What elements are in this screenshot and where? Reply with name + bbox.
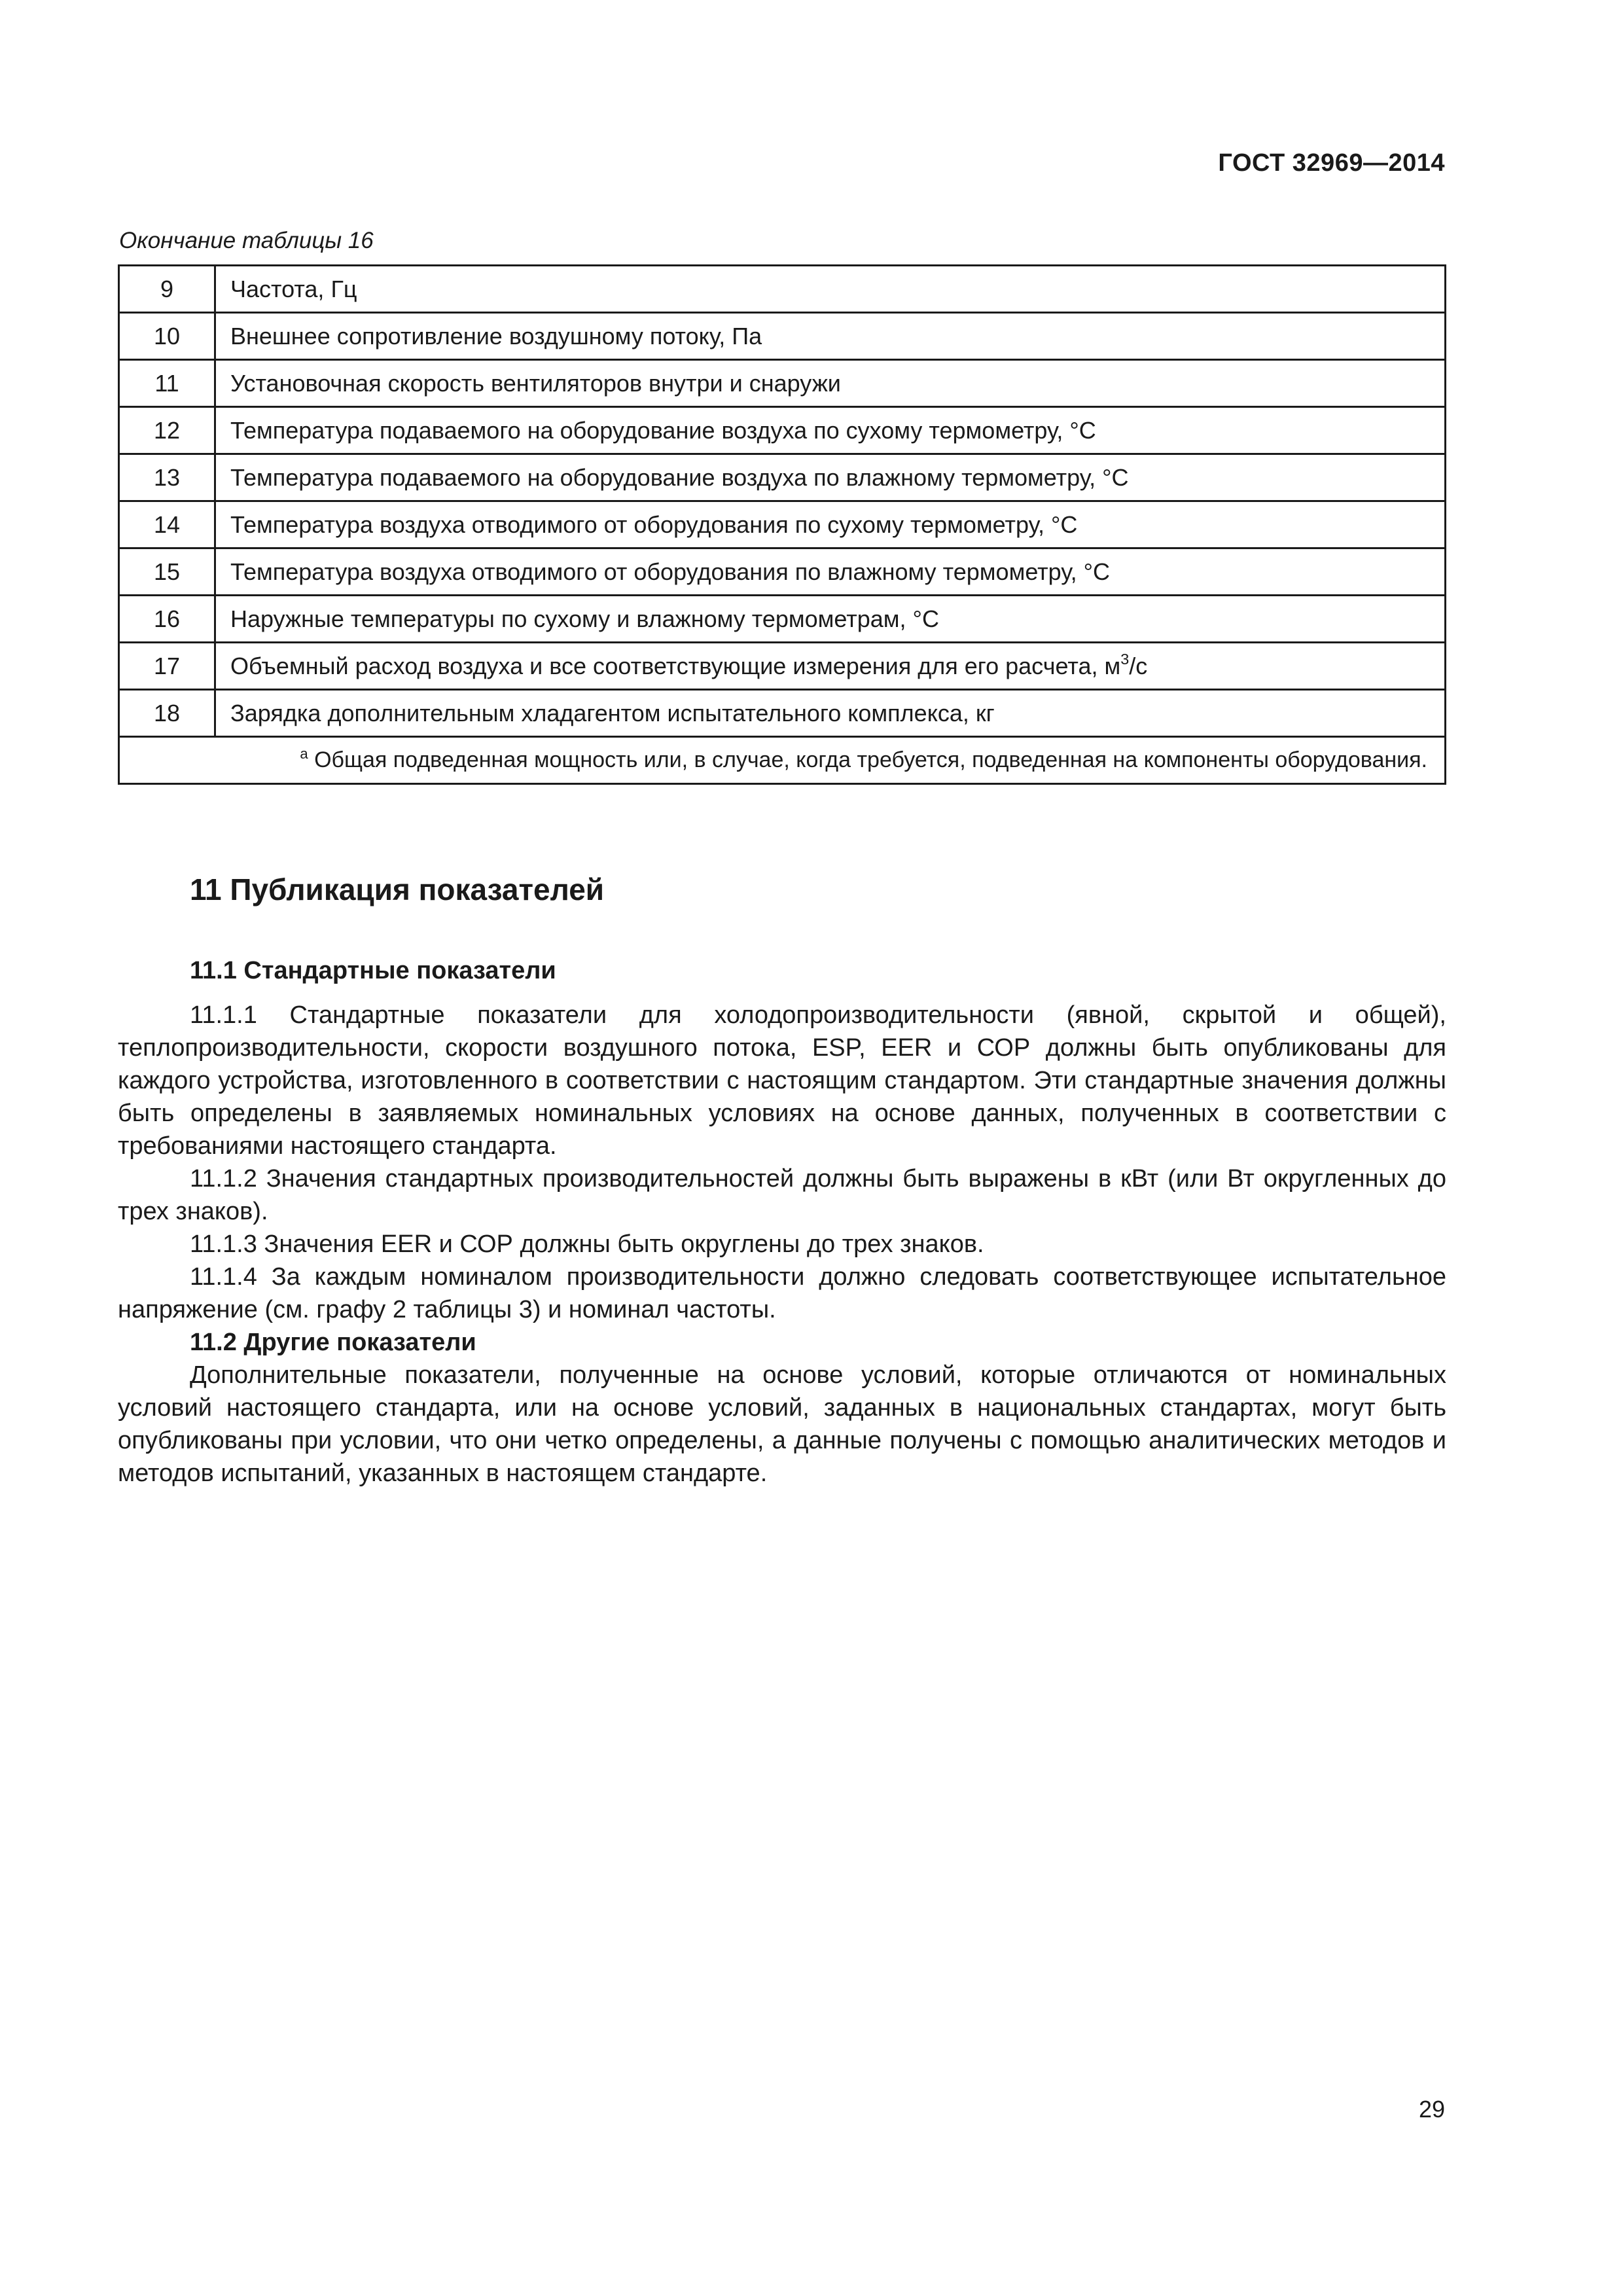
table-footnote-row: [119, 737, 1446, 784]
row-text: Температура воздуха отводимого от оборудования по сухому термометру, °С: [215, 501, 1446, 548]
row-number: 13: [119, 454, 215, 501]
row-number: 12: [119, 407, 215, 454]
row-text: Наружные температуры по сухому и влажному термометрам, °С: [215, 596, 1446, 643]
row-number: 10: [119, 313, 215, 360]
row-text: Установочная скорость вентиляторов внутри и снаружи: [215, 360, 1446, 407]
table-caption: Окончание таблицы 16: [119, 228, 374, 253]
footnote-mark: а: [300, 745, 308, 762]
row-number: 11: [119, 360, 215, 407]
table-row: [119, 501, 1446, 548]
row-text: Зарядка дополнительным хладагентом испытательного комплекса, кг: [215, 690, 1446, 737]
superscript: 3: [1120, 651, 1130, 668]
paragraph: 11.1.4 За каждым номиналом производительности должно следовать соответствующее испытательное напряжение (см. графу 2 таблицы 3) и номинал частоты.: [118, 1263, 1446, 1323]
parameters-table: [118, 264, 1446, 785]
section-body: [118, 999, 1446, 1490]
row-text-tail: /с: [1129, 652, 1148, 679]
paragraph: 11.1.1 Стандартные показатели для холодопроизводительности (явной, скрытой и общей), теплопроизводительности, скорости воздушного потока, ESP, EER и СОР должны быть опубликованы для каждого устройства, изготовленного в соответствии с настоящим стандартом. Эти стандартные значения должны быть определены в заявляемых номинальных условиях на основе данных, полученных в соответствии с требованиями настоящего стандарта.: [118, 1001, 1446, 1160]
row-number: 18: [119, 690, 215, 737]
table-row: [119, 313, 1446, 360]
row-text: Температура подаваемого на оборудование воздуха по влажному термометру, °С: [215, 454, 1446, 501]
subsection-title: 11.2 Другие показатели: [190, 1329, 476, 1356]
row-text: Температура подаваемого на оборудование воздуха по сухому термометру, °С: [215, 407, 1446, 454]
table-row: [119, 548, 1446, 596]
row-text: Температура воздуха отводимого от оборудования по влажному термометру, °С: [215, 548, 1446, 596]
row-number: 17: [119, 643, 215, 690]
row-text: [215, 643, 1446, 690]
row-text: Частота, Гц: [215, 266, 1446, 313]
row-number: 14: [119, 501, 215, 548]
paragraph: Дополнительные показатели, полученные на основе условий, которые отличаются от номинальных условий настоящего стандарта, или на основе условий, заданных в национальных стандартах, могут быть опубликованы при условии, что они четко определены, а данные получены с помощью аналитических методов и методов испытаний, указанных в настоящем стандарте.: [118, 1361, 1446, 1487]
table-row: [119, 596, 1446, 643]
section-title: 11 Публикация показателей: [190, 872, 605, 906]
paragraph: 11.1.2 Значения стандартных производительностей должны быть выражены в кВт (или Вт округленных до трех знаков).: [118, 1165, 1446, 1225]
row-text: Внешнее сопротивление воздушному потоку, Па: [215, 313, 1446, 360]
table-row: [119, 454, 1446, 501]
row-text-main: Объемный расход воздуха и все соответствующие измерения для его расчета, м: [230, 652, 1121, 679]
page-number: 29: [1418, 2096, 1445, 2123]
table-row: [119, 643, 1446, 690]
footnote-text: Общая подведенная мощность или, в случае, когда требуется, подведенная на компоненты оборудования.: [308, 747, 1427, 772]
paragraph: 11.1.3 Значения EER и СОР должны быть округлены до трех знаков.: [190, 1230, 984, 1258]
standard-code: ГОСТ 32969—2014: [1218, 149, 1445, 177]
table-footnote: [119, 737, 1446, 784]
row-number: 15: [119, 548, 215, 596]
table-row: [119, 360, 1446, 407]
table-row: [119, 266, 1446, 313]
table-row: [119, 407, 1446, 454]
row-number: 9: [119, 266, 215, 313]
table-row: [119, 690, 1446, 737]
subsection-title: 11.1 Стандартные показатели: [190, 957, 556, 984]
row-number: 16: [119, 596, 215, 643]
